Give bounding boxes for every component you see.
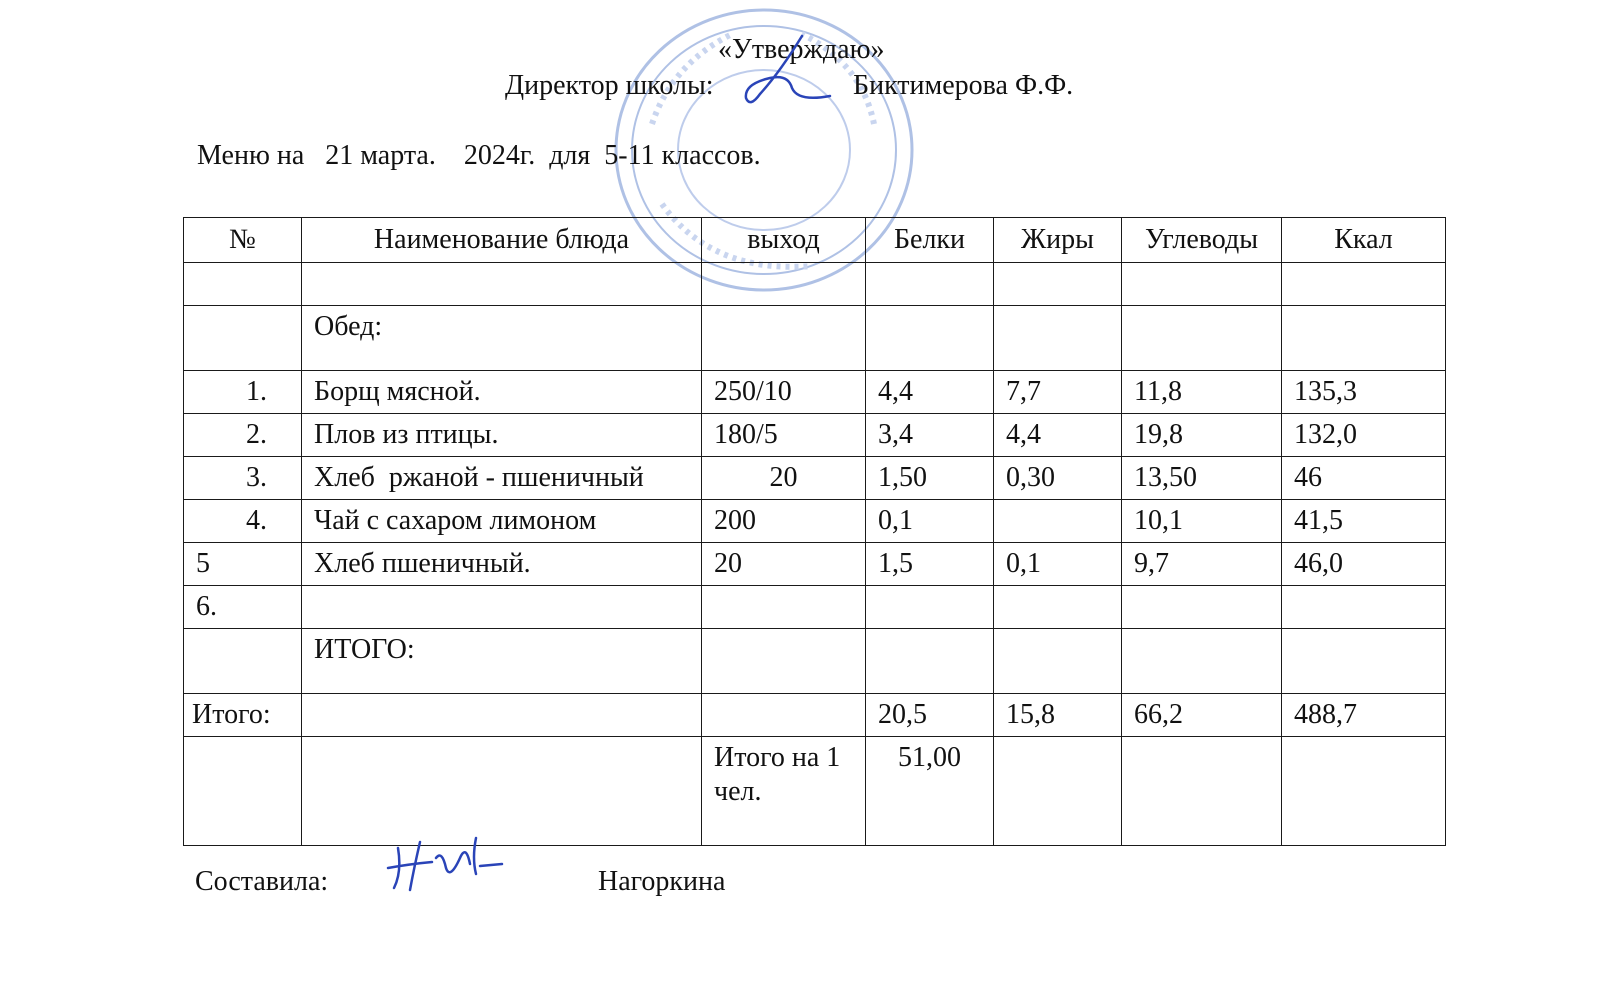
row-fat: 7,7	[994, 371, 1122, 414]
row-dish-name: Плов из птицы.	[302, 414, 702, 457]
row-fat: 0,1	[994, 543, 1122, 586]
row-num: 3.	[184, 457, 302, 500]
row-carbs: 9,7	[1122, 543, 1282, 586]
section-label: Обед:	[302, 306, 702, 371]
row-num: 4.	[184, 500, 302, 543]
row-yield: 200	[702, 500, 866, 543]
row-yield	[702, 586, 866, 629]
header-fat: Жиры	[994, 218, 1122, 263]
row-kcal: 135,3	[1282, 371, 1446, 414]
row-num: 5	[184, 543, 302, 586]
row-yield: 20	[702, 457, 866, 500]
row-num: 6.	[184, 586, 302, 629]
row-kcal: 46,0	[1282, 543, 1446, 586]
row-protein: 1,5	[866, 543, 994, 586]
menu-table	[183, 217, 1446, 846]
total-row	[184, 694, 1446, 737]
row-carbs: 10,1	[1122, 500, 1282, 543]
section-row	[184, 306, 1446, 371]
row-kcal: 46	[1282, 457, 1446, 500]
header-dish-name: Наименование блюда	[302, 218, 702, 263]
row-protein: 1,50	[866, 457, 994, 500]
row-fat: 0,30	[994, 457, 1122, 500]
table-row	[184, 371, 1446, 414]
table-row	[184, 586, 1446, 629]
row-protein: 4,4	[866, 371, 994, 414]
row-kcal: 41,5	[1282, 500, 1446, 543]
table-row	[184, 500, 1446, 543]
total-kcal: 488,7	[1282, 694, 1446, 737]
row-yield: 250/10	[702, 371, 866, 414]
row-dish-name: Чай с сахаром лимоном	[302, 500, 702, 543]
row-protein	[866, 586, 994, 629]
row-carbs: 11,8	[1122, 371, 1282, 414]
per-person-value: 51,00	[866, 737, 994, 846]
header-yield: выход	[702, 218, 866, 263]
row-num: 1.	[184, 371, 302, 414]
row-fat	[994, 586, 1122, 629]
per-person-label: Итого на 1 чел.	[702, 737, 866, 846]
per-person-row	[184, 737, 1446, 846]
director-signature-icon	[740, 32, 840, 112]
table-header-row	[184, 218, 1446, 263]
row-dish-name	[302, 586, 702, 629]
menu-date-line: Меню на 21 марта. 2024г. для 5-11 классов.	[197, 140, 761, 171]
row-dish-name: Борщ мясной.	[302, 371, 702, 414]
total-label: Итого:	[184, 694, 302, 737]
compiled-label: Составила:	[195, 866, 329, 897]
empty-row	[184, 263, 1446, 306]
row-yield: 20	[702, 543, 866, 586]
total-carbs: 66,2	[1122, 694, 1282, 737]
row-protein: 0,1	[866, 500, 994, 543]
itogo-caps-label: ИТОГО:	[302, 629, 702, 694]
approve-title: «Утверждаю»	[718, 34, 885, 65]
compiled-name: Нагоркина	[598, 866, 726, 897]
row-fat	[994, 500, 1122, 543]
row-num: 2.	[184, 414, 302, 457]
header-protein: Белки	[866, 218, 994, 263]
row-kcal: 132,0	[1282, 414, 1446, 457]
row-dish-name: Хлеб ржаной - пшеничный	[302, 457, 702, 500]
itogo-caps-row	[184, 629, 1446, 694]
header-kcal: Ккал	[1282, 218, 1446, 263]
row-protein: 3,4	[866, 414, 994, 457]
row-fat: 4,4	[994, 414, 1122, 457]
total-fat: 15,8	[994, 694, 1122, 737]
table-row	[184, 457, 1446, 500]
header-carbs: Углеводы	[1122, 218, 1282, 263]
row-kcal	[1282, 586, 1446, 629]
table-row	[184, 414, 1446, 457]
row-carbs	[1122, 586, 1282, 629]
row-carbs: 13,50	[1122, 457, 1282, 500]
total-protein: 20,5	[866, 694, 994, 737]
header-num: №	[184, 218, 302, 263]
director-name: Биктимерова Ф.Ф.	[853, 70, 1074, 101]
director-label: Директор школы:	[505, 70, 714, 101]
compiler-signature-icon	[380, 828, 510, 898]
table-row	[184, 543, 1446, 586]
row-carbs: 19,8	[1122, 414, 1282, 457]
row-dish-name: Хлеб пшеничный.	[302, 543, 702, 586]
row-yield: 180/5	[702, 414, 866, 457]
